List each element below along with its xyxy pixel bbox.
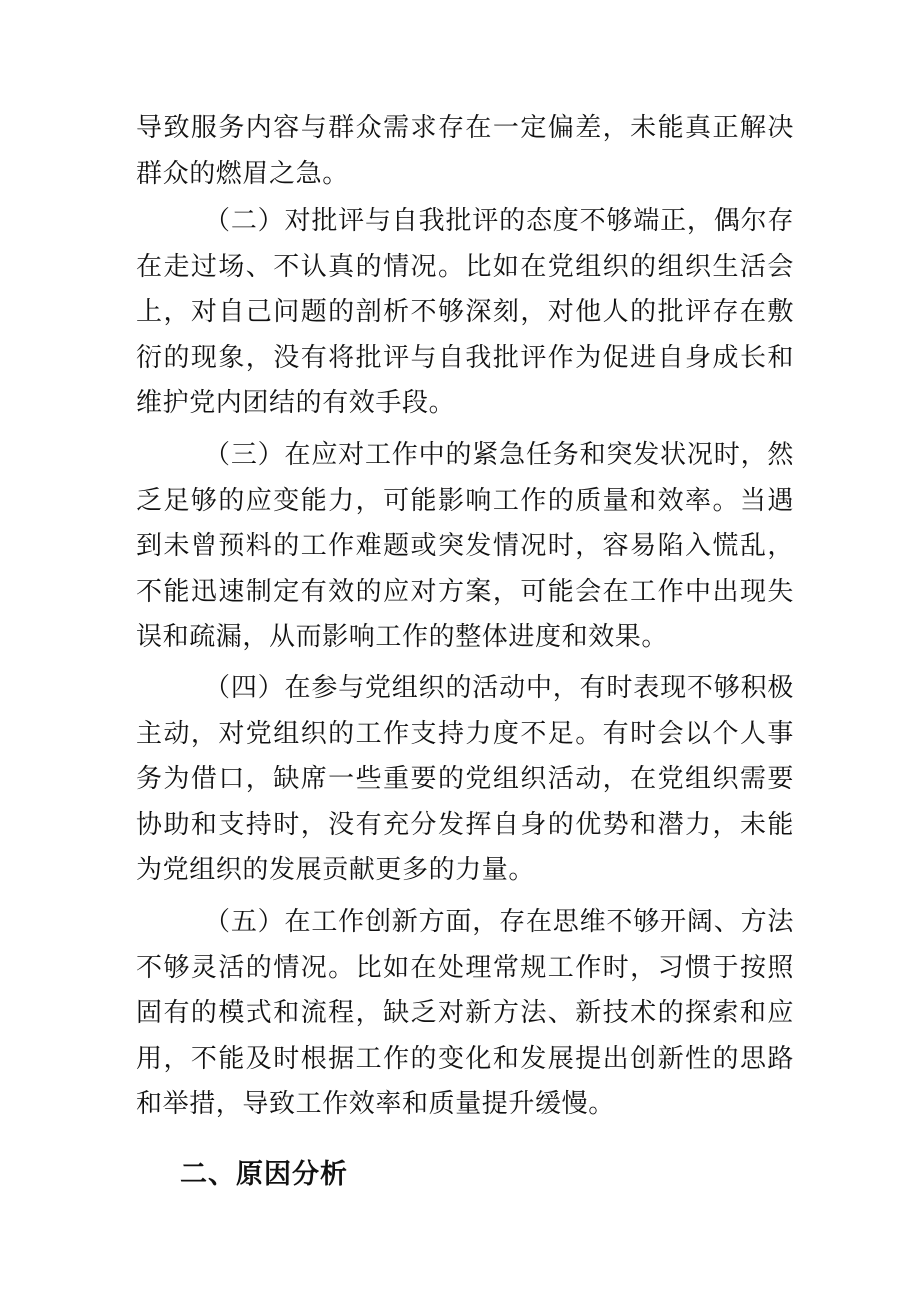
section-heading: 二、原因分析: [180, 1159, 348, 1190]
paragraph-continuation: 导致服务内容与群众需求存在一定偏差，未能真正解决群众的燃眉之急。: [136, 113, 794, 189]
paragraph-item-5: （五）在工作创新方面，存在思维不够开阔、方法不够灵活的情况。比如在处理常规工作时，习惯于按照固有的模式和流程，缺乏对新方法、新技术的探索和应用，不能及时根据工作的变化和发展提出创新性的思路和举措，导致工作效率和质量提升缓慢。: [136, 907, 794, 1119]
paragraph-item-2: （二）对批评与自我批评的态度不够端正，偶尔存在走过场、不认真的情况。比如在党组织的组织生活会上，对自己问题的剖析不够深刻，对他人的批评存在敷衍的现象，没有将批评与自我批评作为促进自身成长和维护党内团结的有效手段。: [136, 206, 794, 418]
paragraph-item-4: （四）在参与党组织的活动中，有时表现不够积极主动，对党组织的工作支持力度不足。有时会以个人事务为借口，缺席一些重要的党组织活动，在党组织需要协助和支持时，没有充分发挥自身的优势和潜力，未能为党组织的发展贡献更多的力量。: [136, 673, 794, 885]
paragraph-item-3: （三）在应对工作中的紧急任务和突发状况时，然乏足够的应变能力，可能影响工作的质量和效率。当遇到未曾预料的工作难题或突发情况时，容易陷入慌乱，不能迅速制定有效的应对方案，可能会在工作中出现失误和疏漏，从而影响工作的整体进度和效果。: [136, 440, 794, 652]
